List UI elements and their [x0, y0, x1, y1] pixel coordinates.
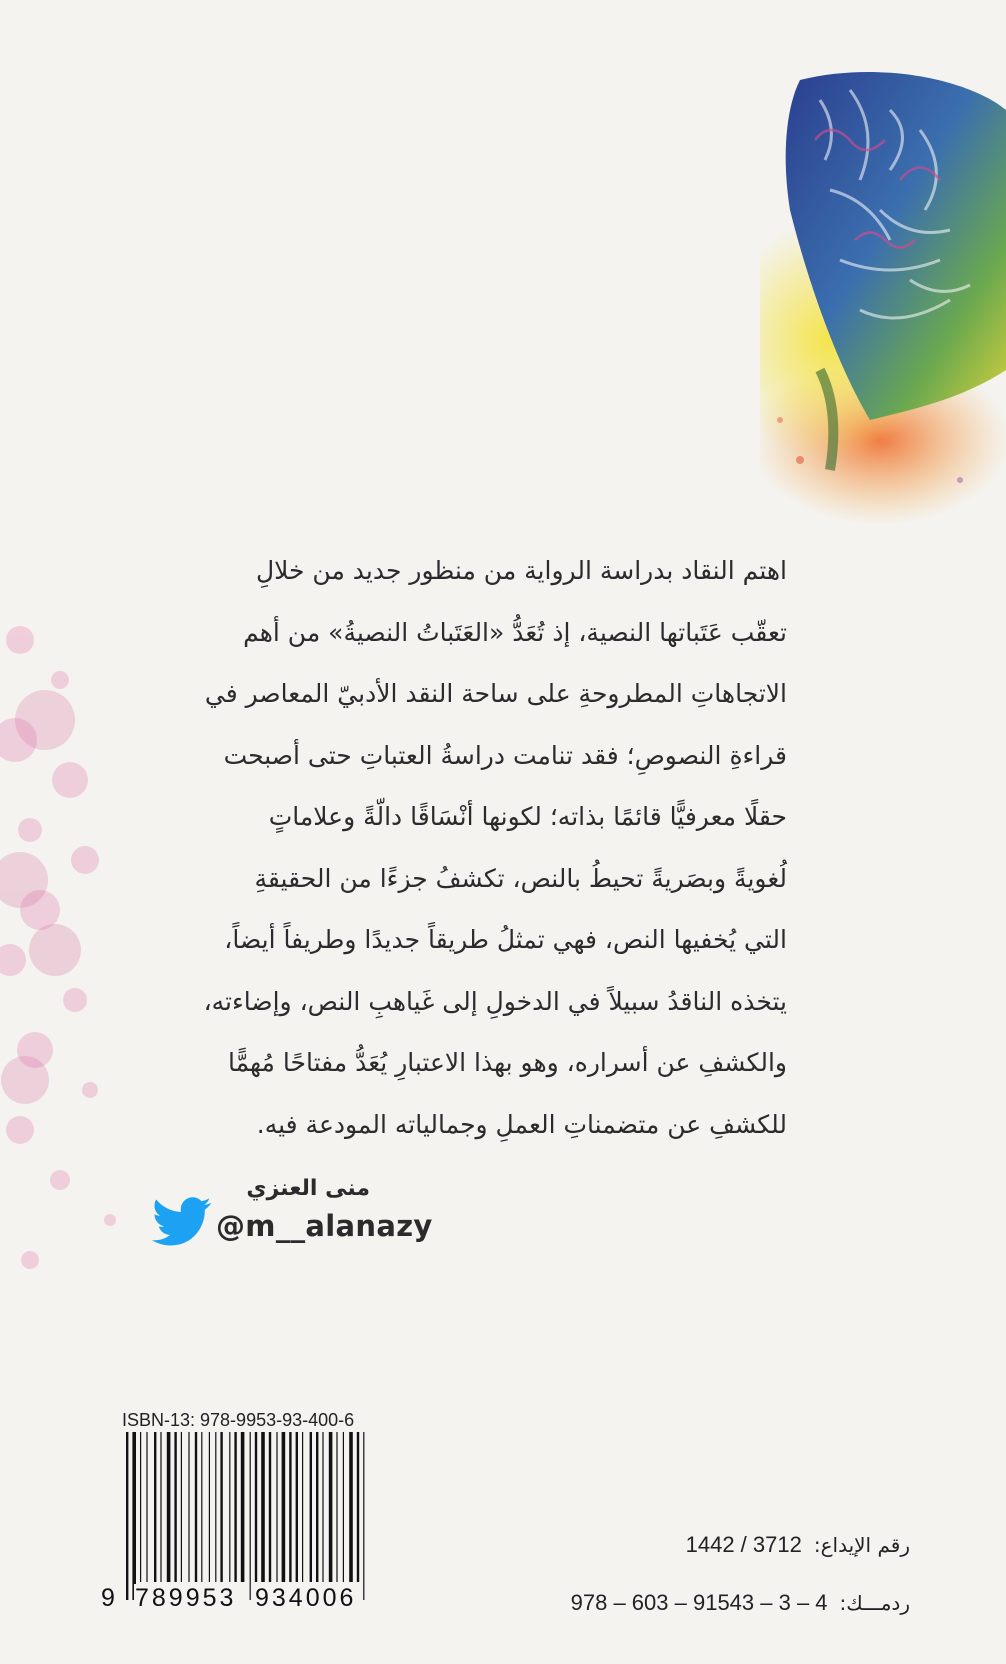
barcode-digit-lead: 9: [101, 1584, 115, 1612]
barcode-bar: [174, 1432, 176, 1582]
barcode-bar: [241, 1432, 245, 1582]
barcode-bar: [289, 1432, 291, 1582]
calligraphy-artwork: [760, 40, 1006, 530]
isbn-row-value: 978 – 603 – 91543 – 3 – 4: [570, 1590, 828, 1615]
barcode-bar: [363, 1432, 364, 1600]
barcode-bar: [282, 1432, 286, 1582]
barcode-bar: [343, 1432, 344, 1582]
barcode-bar: [336, 1432, 337, 1582]
barcode-digits-left: 789953: [135, 1584, 237, 1612]
blurb-line: يتخذه الناقدُ سبيلاً في الدخولِ إلى غَياهبِ النص، وإضاءته،: [203, 986, 787, 1016]
deposit-number-row: [470, 1532, 910, 1558]
barcode-bar: [209, 1432, 210, 1582]
blurb-line: اهتم النقاد بدراسة الرواية من منظور جديد من خلالِ: [255, 556, 787, 585]
barcode-bar: [195, 1432, 197, 1582]
barcode-bar: [160, 1432, 161, 1582]
barcode-bar: [250, 1432, 251, 1600]
isbn-label: ISBN-13: 978-9953-93-400-6: [122, 1410, 355, 1430]
blurb-line: التي يُخفيها النص، فهي تمثلُ طريقاً جديدًا وطريفاً أيضاً،: [224, 925, 787, 954]
barcode-bar: [329, 1432, 333, 1582]
barcode-bar: [132, 1432, 136, 1600]
blurb-line: حقلًا معرفيًّا قائمًا بذاته؛ لكونها أنْسَاقًا دالّةً وعلاماتٍ: [268, 802, 787, 831]
barcode-bar: [234, 1432, 236, 1582]
blurb-line: والكشفِ عن أسراره، وهو بهذا الاعتبارِ يُعَدُّ مفتاحًا مُهمًّا: [227, 1048, 787, 1077]
blurb-line: للكشفِ عن متضمناتِ العملِ وجمالياته المودعة فيه.: [256, 1109, 787, 1139]
barcode-bar: [302, 1432, 303, 1582]
barcode-bar: [357, 1432, 359, 1582]
barcode-bar: [229, 1432, 230, 1582]
barcode-bar: [215, 1432, 216, 1582]
deposit-value: 1442 / 3712: [685, 1532, 802, 1557]
blurb-line: لُغويةً وبصَريةً تحيطُ بالنص، تكشفُ جزءًا من الحقيقةِ: [254, 863, 787, 893]
back-cover-blurb: [145, 540, 787, 1155]
twitter-bird-icon: [152, 1196, 212, 1248]
deposit-label: رقم الإيداع:: [813, 1533, 910, 1557]
barcode-bar: [154, 1432, 156, 1582]
barcode-bar: [201, 1432, 202, 1582]
blurb-line: قراءةِ النصوصِ؛ فقد تنامت دراسةُ العتباتِ حتى أصبحت: [223, 740, 787, 770]
barcode-bar: [349, 1432, 353, 1582]
barcode-bar: [181, 1432, 182, 1582]
barcode-bar: [322, 1432, 323, 1582]
barcode-bar: [126, 1432, 128, 1600]
barcode-bar: [276, 1432, 277, 1582]
barcode-bar: [296, 1432, 298, 1582]
barcode-bar: [255, 1432, 257, 1582]
author-name: منى العنزي: [246, 1176, 370, 1201]
barcode-bar: [261, 1432, 265, 1582]
isbn-row: [470, 1590, 910, 1616]
isbn-barcode: [122, 1432, 372, 1600]
barcode-bar: [140, 1432, 141, 1582]
barcode-bar: [310, 1432, 312, 1582]
blurb-line: الاتجاهاتِ المطروحةِ على ساحة النقد الأدبيّ المعاصر في: [204, 679, 787, 708]
twitter-handle: @m__alanazy: [216, 1209, 433, 1243]
isbn-row-label: ردمـــك:: [839, 1591, 910, 1615]
barcode-bar: [220, 1432, 222, 1582]
barcode-bar: [146, 1432, 147, 1582]
blurb-line: تعقّب عَتَباتها النصية، إذ تُعَدُّ «العَتَباتُ النصيةُ» من أهم: [243, 617, 787, 647]
watercolor-splashes: [0, 480, 150, 1380]
barcode-bar: [188, 1432, 189, 1582]
barcode-bar: [316, 1432, 318, 1582]
barcode-bar: [167, 1432, 171, 1582]
barcode-bar: [269, 1432, 271, 1582]
barcode-digits-right: 934006: [255, 1584, 357, 1612]
